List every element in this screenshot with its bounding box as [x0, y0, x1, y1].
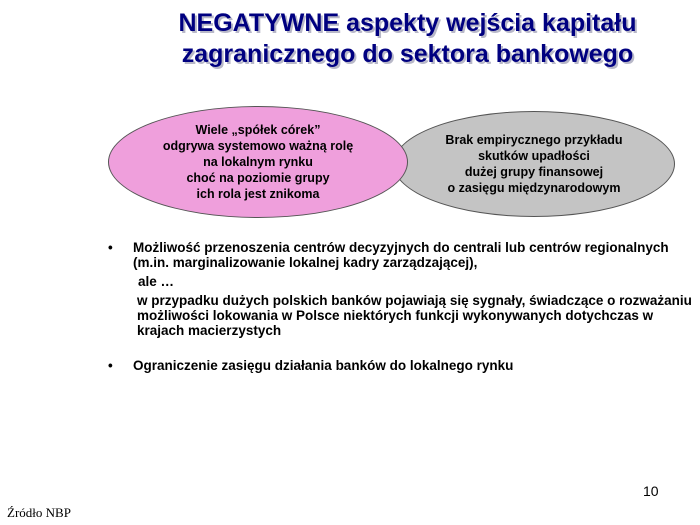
ellipse-left-line: ich rola jest znikoma — [196, 187, 320, 201]
ellipse-right-line: skutków upadłości — [478, 149, 590, 163]
ellipse-right-line: o zasięgu międzynarodowym — [447, 181, 621, 195]
slide-title-line-1: NEGATYWNE aspekty wejścia kapitału — [178, 9, 637, 37]
ellipse-left-line: na lokalnym rynku — [203, 155, 313, 169]
bullet-but-text: ale … — [138, 274, 175, 289]
bullet-marker: • — [108, 358, 113, 373]
bullet-detail-text: w przypadku dużych polskich banków pojawiają się sygnały, świadczące o rozważaniu możliwości lokowania w Polsce niektórych funkcji wykonywanych dotychczas w krajach macierzystych — [137, 293, 692, 338]
ellipse-right-line: dużej grupy finansowej — [464, 165, 604, 179]
bullet-item-decision-centers — [108, 240, 693, 338]
ellipse-left-line: choć na poziomie grupy — [186, 171, 330, 185]
page-number: 10 — [643, 483, 659, 499]
bullet-list — [108, 240, 693, 373]
ellipse-left-line: odgrywa systemowo ważną rolę — [162, 139, 354, 153]
ellipse-left-line: Wiele „spółek córek” — [195, 123, 321, 137]
ellipse-no-empirical-example — [393, 111, 675, 217]
slide-title-line-2: zagranicznego do sektora bankowego — [181, 40, 634, 68]
ellipse-subsidiaries — [108, 106, 408, 218]
bullet-main-text: Możliwość przenoszenia centrów decyzyjnych do centrali lub centrów regionalnych (m.in. marginalizowanie lokalnej kadry zarządzającej), — [133, 240, 669, 270]
slide-title — [130, 8, 685, 70]
bullet-item-local-market — [108, 358, 693, 373]
bullet-main-text: Ograniczenie zasięgu działania banków do lokalnego rynku — [133, 358, 514, 373]
bullet-marker: • — [108, 240, 113, 255]
ellipse-right-line: Brak empirycznego przykładu — [445, 133, 623, 147]
source-note: Źródło NBP — [7, 505, 71, 520]
